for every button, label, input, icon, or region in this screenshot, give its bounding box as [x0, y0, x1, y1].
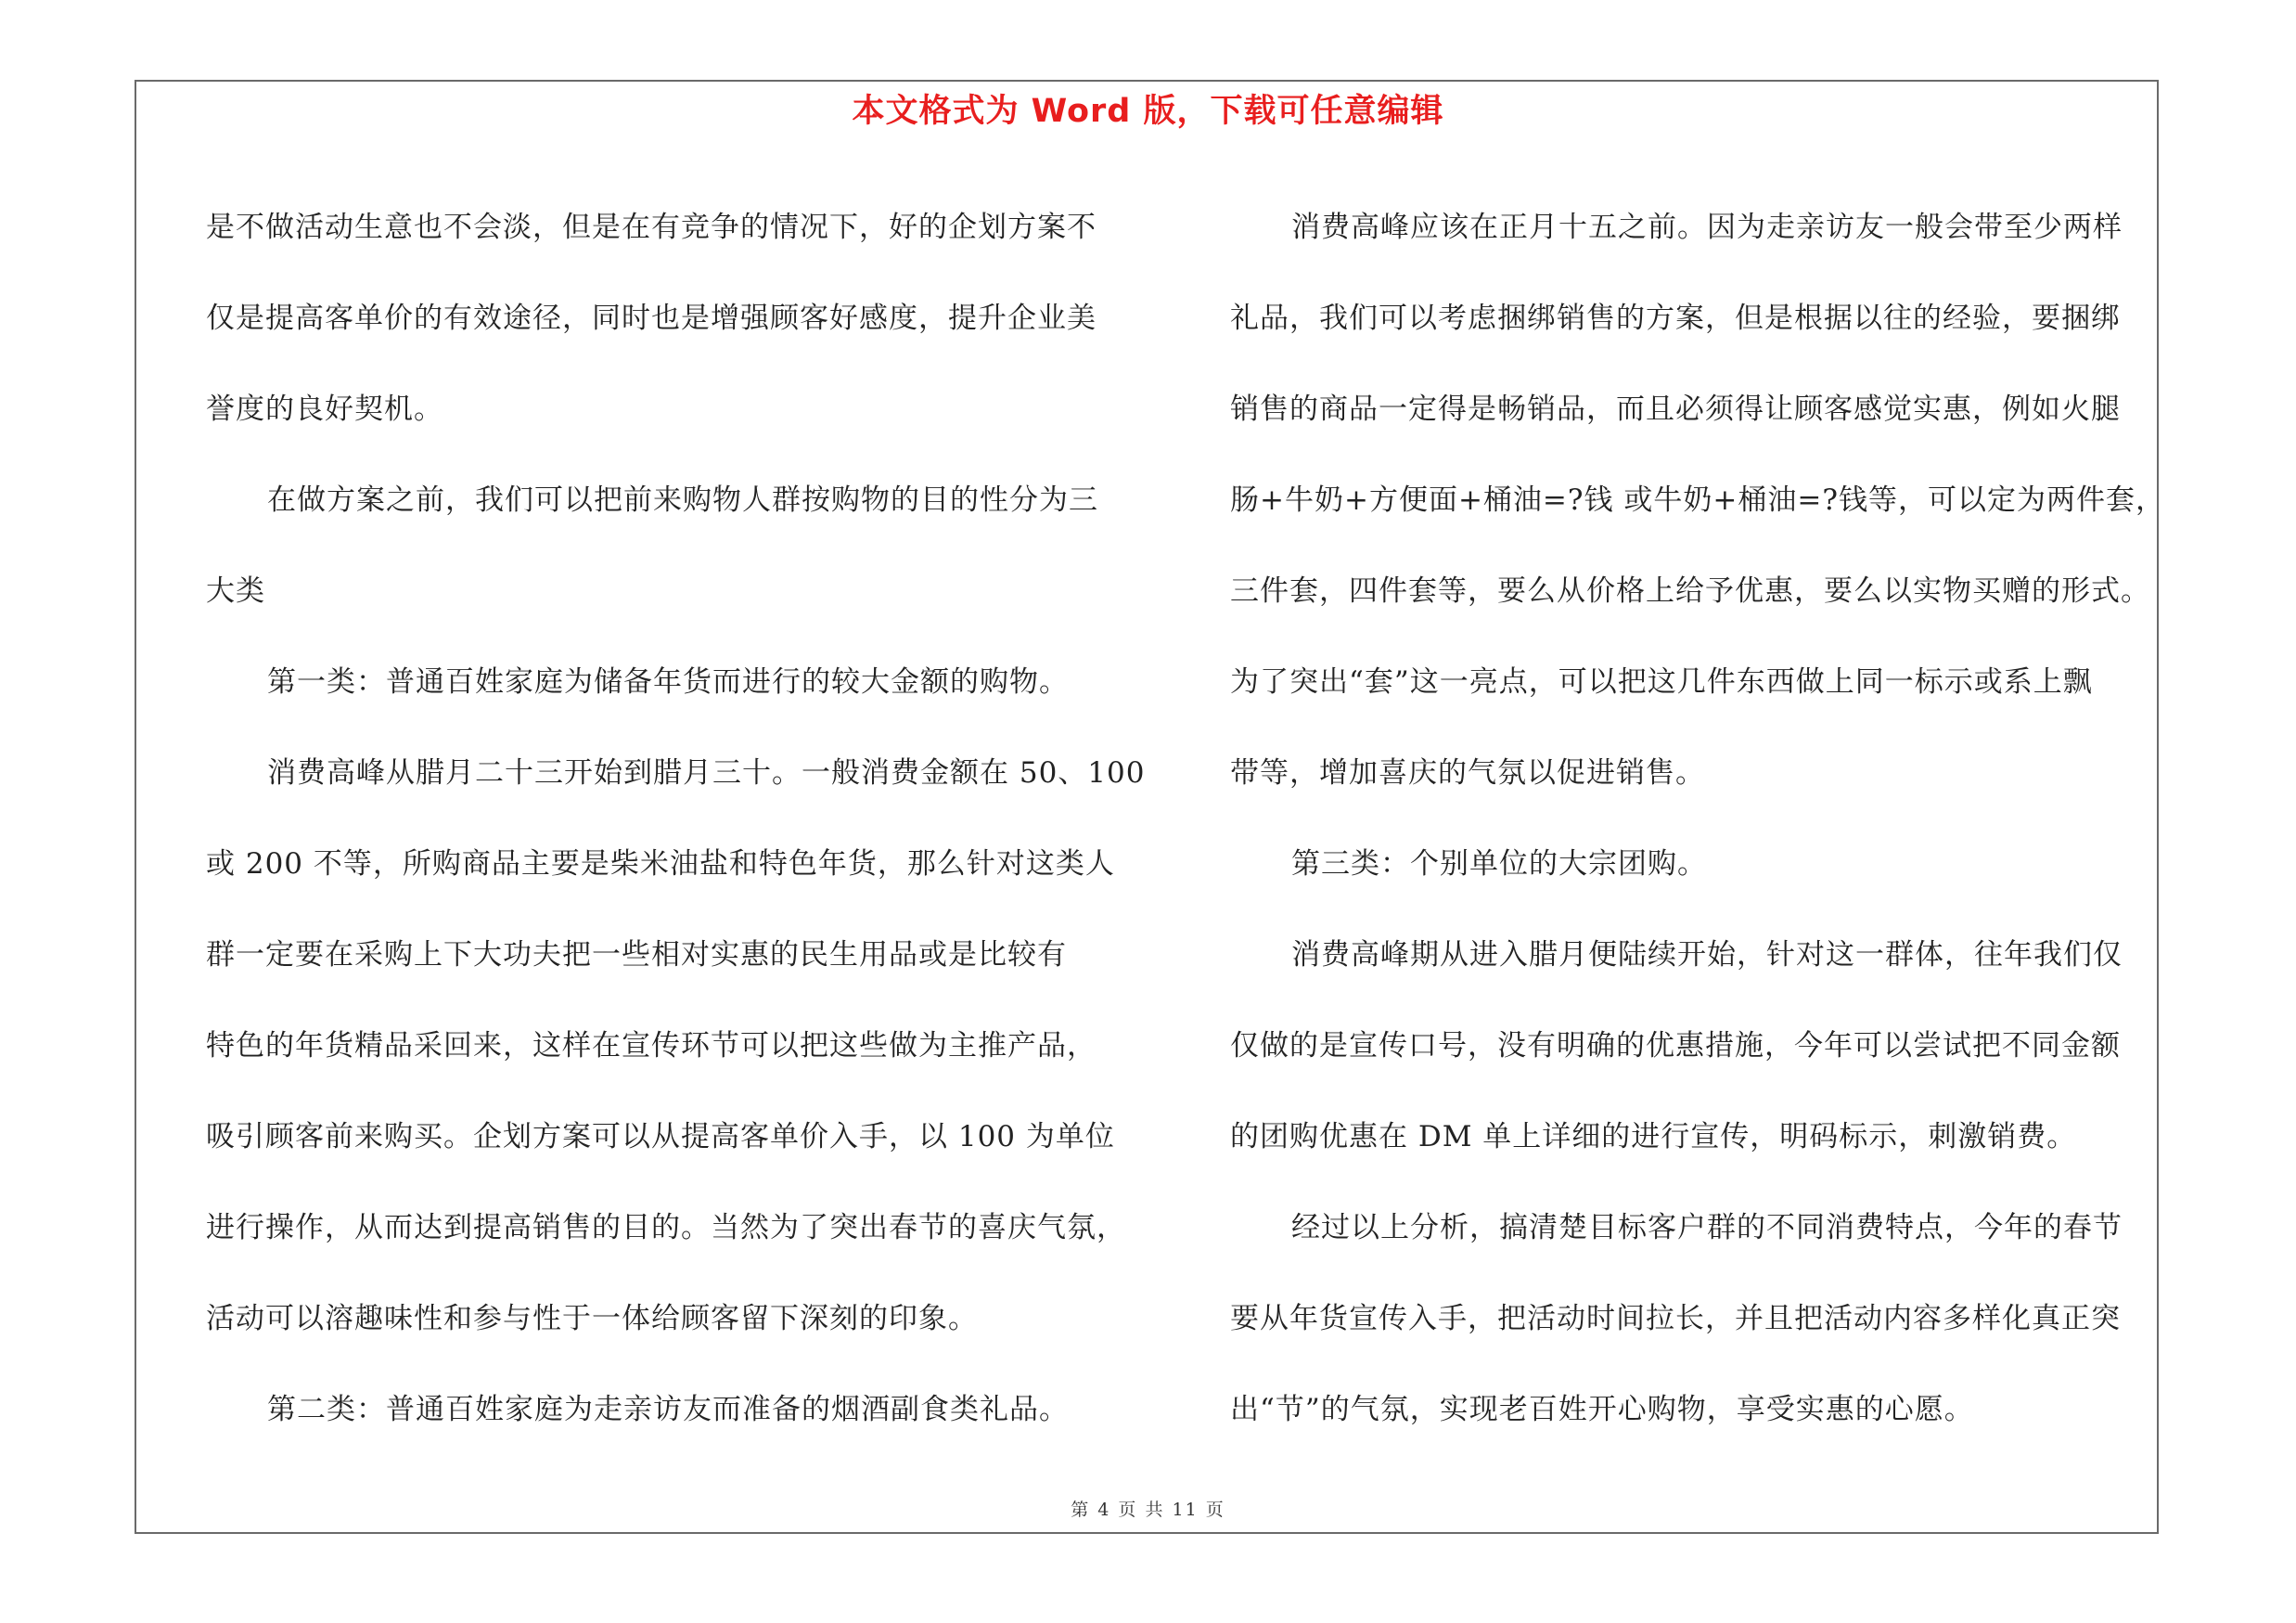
format-banner: 本文格式为 Word 版，下载可任意编辑: [852, 93, 1444, 130]
text-line: 进行操作，从而达到提高销售的目的。当然为了突出春节的喜庆气氛，: [206, 1211, 1126, 1244]
text-line: 三件套，四件套等，要么从价格上给予优惠，要么以实物买赠的形式。: [1230, 574, 2150, 608]
text-line: 或 200 不等，所购商品主要是柴米油盐和特色年货，那么针对这类人: [206, 847, 1115, 881]
text-line: 销售的商品一定得是畅销品，而且必须得让顾客感觉实惠，例如火腿: [1230, 393, 2121, 426]
text-line: 群一定要在采购上下大功夫把一些相对实惠的民生用品或是比较有: [206, 938, 1067, 972]
text-line: 第三类：个别单位的大宗团购。: [1291, 847, 1707, 881]
text-line: 第二类：普通百姓家庭为走亲访友而准备的烟酒副食类礼品。: [267, 1393, 1069, 1426]
text-line: 是不做活动生意也不会淡，但是在有竞争的情况下，好的企划方案不: [206, 211, 1097, 244]
text-line: 仅做的是宣传口号，没有明确的优惠措施，今年可以尝试把不同金额: [1230, 1029, 2121, 1063]
text-line: 大类: [206, 574, 265, 608]
text-line: 第一类：普通百姓家庭为储备年货而进行的较大金额的购物。: [267, 665, 1069, 699]
text-line: 在做方案之前，我们可以把前来购物人群按购物的目的性分为三: [267, 483, 1098, 517]
text-line: 消费高峰期从进入腊月便陆续开始，针对这一群体，往年我们仅: [1291, 938, 2123, 972]
text-line: 活动可以溶趣味性和参与性于一体给顾客留下深刻的印象。: [206, 1302, 978, 1335]
text-line: 经过以上分析，搞清楚目标客户群的不同消费特点，今年的春节: [1291, 1211, 2123, 1244]
text-line: 礼品，我们可以考虑捆绑销售的方案，但是根据以往的经验，要捆绑: [1230, 302, 2121, 335]
text-line: 吸引顾客前来购买。企划方案可以从提高客单价入手，以 100 为单位: [206, 1120, 1115, 1153]
text-line: 特色的年货精品采回来，这样在宣传环节可以把这些做为主推产品，: [206, 1029, 1097, 1063]
left-column: [206, 182, 1146, 1455]
text-line: 誉度的良好契机。: [206, 393, 443, 426]
text-line: 带等，增加喜庆的气氛以促进销售。: [1230, 756, 1705, 790]
page-number: 第 4 页 共 11 页: [1071, 1500, 1225, 1520]
text-line: 的团购优惠在 DM 单上详细的进行宣传，明码标示，刺激销费。: [1230, 1120, 2077, 1153]
text-line: 消费高峰应该在正月十五之前。因为走亲访友一般会带至少两样: [1291, 211, 2123, 244]
text-line: 为了突出“套”这一亮点，可以把这几件东西做上同一标示或系上飘: [1230, 665, 2093, 699]
right-column: [1230, 182, 2165, 1455]
text-line: 肠+牛奶+方便面+桶油=?钱 或牛奶+桶油=?钱等，可以定为两件套，: [1230, 483, 2165, 517]
text-line: 要从年货宣传入手，把活动时间拉长，并且把活动内容多样化真正突: [1230, 1302, 2121, 1335]
text-line: 消费高峰从腊月二十三开始到腊月三十。一般消费金额在 50、100: [267, 756, 1146, 790]
text-line: 出“节”的气氛，实现老百姓开心购物，享受实惠的心愿。: [1230, 1393, 1974, 1426]
text-line: 仅是提高客单价的有效途径，同时也是增强顾客好感度，提升企业美: [206, 302, 1097, 335]
